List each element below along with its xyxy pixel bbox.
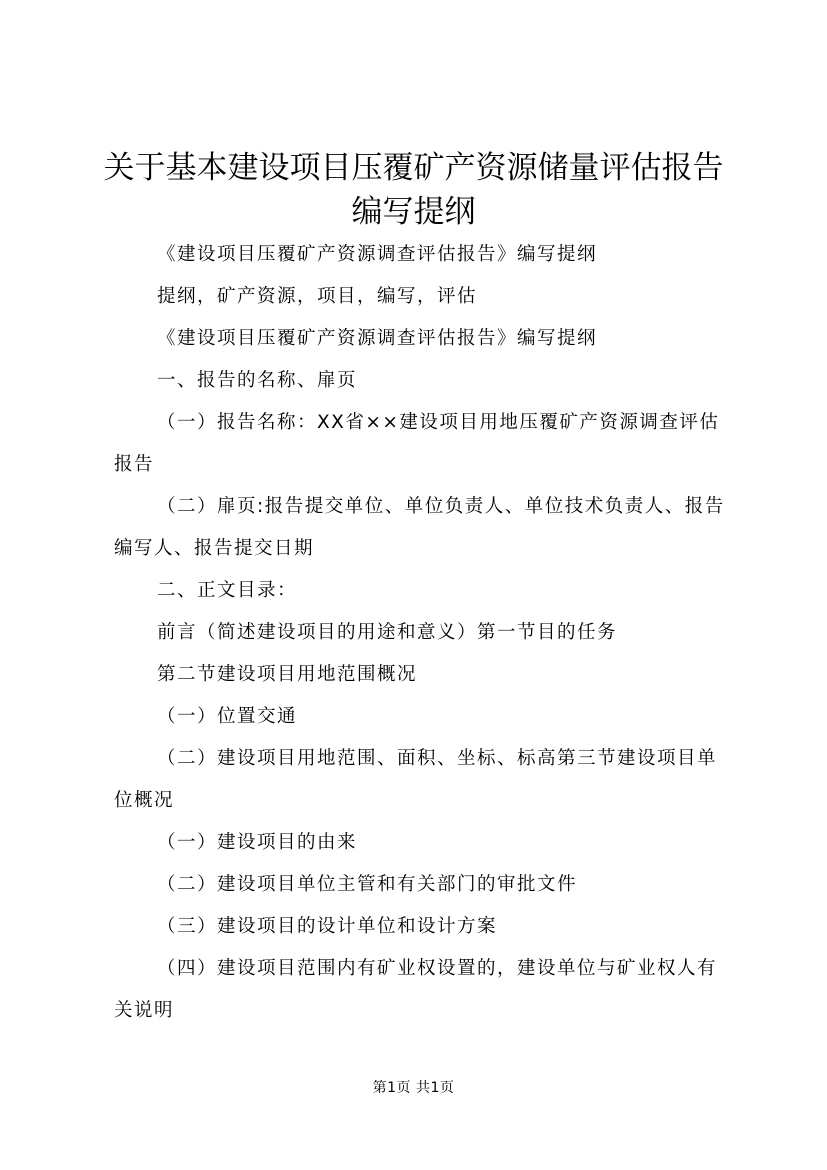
paragraph-design-unit-and-plan: （三）建设项目的设计单位和设计方案 <box>157 916 498 937</box>
paragraph-land-scope-section-3: （二）建设项目用地范围、面积、坐标、标高第三节建设项目单位概况 <box>114 748 718 811</box>
paragraph-title-page: （二）扉页:报告提交单位、单位负责人、单位技术负责人、报告编写人、报告提交日期 <box>114 496 725 559</box>
paragraph-report-name: （一）报告名称：XX省××建设项目用地压覆矿产资源调查评估报告 <box>114 412 720 475</box>
paragraph-project-origin: （一）建设项目的由来 <box>157 832 358 853</box>
document-title-line-2: 编写提纲 <box>351 194 476 230</box>
paragraph-foreword-section-1: 前言（简述建设项目的用途和意义）第一节目的任务 <box>157 622 618 643</box>
heading-report-name-and-title-page: 一、报告的名称、扉页 <box>157 370 358 391</box>
paragraph-approval-documents: （二）建设项目单位主管和有关部门的审批文件 <box>157 874 578 895</box>
paragraph-report-outline-title: 《建设项目压覆矿产资源调查评估报告》编写提纲 <box>157 244 598 265</box>
document-title-line-1: 关于基本建设项目压覆矿产资源储量评估报告 <box>103 150 724 186</box>
paragraph-location-traffic: （一）位置交通 <box>157 706 298 727</box>
page-number-footer: 第1页 共1页 <box>372 1080 455 1096</box>
heading-main-contents: 二、正文目录： <box>157 580 298 601</box>
paragraph-keywords: 提纲，矿产资源，项目，编写，评估 <box>157 286 478 307</box>
paragraph-section-2: 第二节建设项目用地范围概况 <box>157 664 418 685</box>
paragraph-report-outline-title-repeat: 《建设项目压覆矿产资源调查评估报告》编写提纲 <box>157 328 598 349</box>
paragraph-mining-rights-statement: （四）建设项目范围内有矿业权设置的，建设单位与矿业权人有关说明 <box>114 958 718 1021</box>
